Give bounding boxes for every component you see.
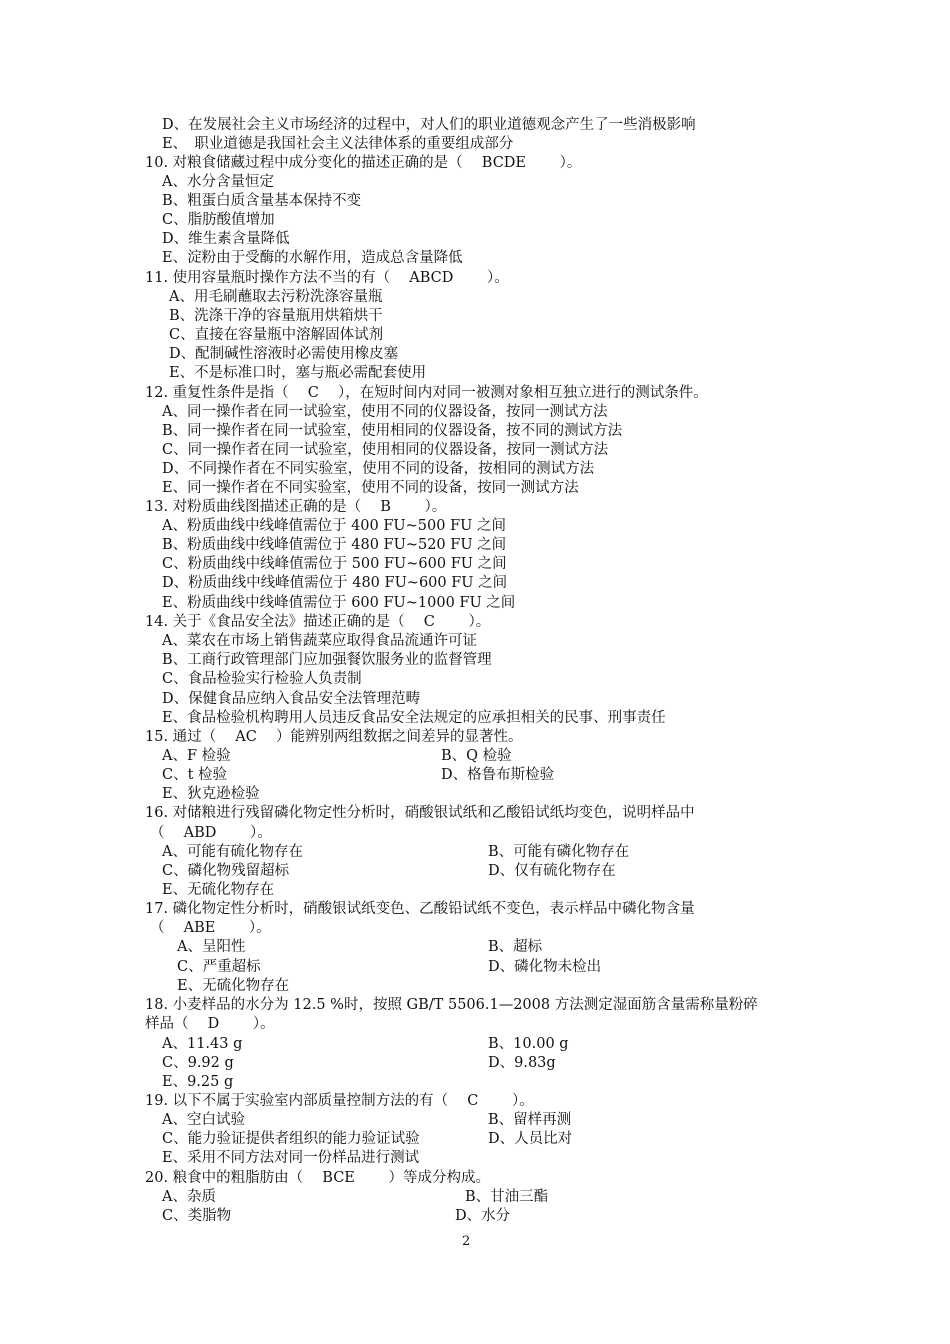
text-line: C、粉质曲线中线峰值需位于 500 FU~600 FU 之间 [162, 556, 507, 572]
text-line: A、粉质曲线中线峰值需位于 400 FU~500 FU 之间 [162, 518, 506, 534]
text-line: （ ABE ）。 [150, 920, 271, 936]
text-line: C、直接在容量瓶中溶解固体试剂 [169, 327, 384, 343]
text-line: C、能力验证提供者组织的能力验证试验 [162, 1131, 420, 1147]
text-line: D、水分 [455, 1208, 511, 1224]
text-line: C、t 检验 [162, 767, 228, 783]
text-line: A、可能有硫化物存在 [162, 844, 303, 860]
text-line: D、配制碱性溶液时必需使用橡皮塞 [169, 346, 399, 362]
page-number: 2 [462, 1234, 471, 1249]
text-line: B、工商行政管理部门应加强餐饮服务业的监督管理 [162, 652, 492, 668]
text-line: A、水分含量恒定 [162, 174, 274, 190]
text-line: B、超标 [488, 939, 543, 955]
text-line: E、无硫化物存在 [162, 882, 275, 898]
text-line: 12. 重复性条件是指（ C ），在短时间内对同一被测对象相互独立进行的测试条件。 [145, 385, 708, 401]
text-line: C、严重超标 [177, 959, 261, 975]
text-line: E、无硫化物存在 [177, 978, 290, 994]
text-line: 16. 对储粮进行残留磷化物定性分析时，硝酸银试纸和乙酸铅试纸均变色，说明样品中 [145, 805, 695, 821]
text-line: （ ABD ）。 [150, 825, 272, 841]
text-line: 13. 对粉质曲线图描述正确的是（ B ）。 [145, 499, 447, 515]
text-line: A、菜农在市场上销售蔬菜应取得食品流通许可证 [162, 633, 477, 649]
text-line: C、食品检验实行检验人负责制 [162, 671, 362, 687]
text-line: A、用毛刷蘸取去污粉洗涤容量瓶 [169, 289, 383, 305]
text-line: A、同一操作者在同一试验室，使用不同的仪器设备，按同一测试方法 [162, 404, 608, 420]
text-line: B、10.00 g [488, 1036, 569, 1052]
text-line: B、粗蛋白质含量基本保持不变 [162, 193, 362, 209]
text-line: B、甘油三酯 [465, 1189, 549, 1205]
text-line: 18. 小麦样品的水分为 12.5 %时，按照 GB/T 5506.1—2008 方法测定湿面筋含量需称量粉碎 [145, 997, 758, 1013]
text-line: B、Q 检验 [441, 748, 512, 764]
text-line: 样品（ D ）。 [145, 1016, 275, 1032]
text-line: A、杂质 [162, 1189, 216, 1205]
text-line: D、在发展社会主义市场经济的过程中，对人们的职业道德观念产生了一些消极影响 [162, 117, 696, 133]
text-line: C、磷化物残留超标 [162, 863, 290, 879]
text-line: C、同一操作者在同一试验室，使用相同的仪器设备，按同一测试方法 [162, 442, 609, 458]
text-line: E、狄克逊检验 [162, 786, 260, 802]
text-line: A、空白试验 [162, 1112, 245, 1128]
text-line: D、格鲁布斯检验 [441, 767, 555, 783]
text-line: 19. 以下不属于实验室内部质量控制方法的有（ C ）。 [145, 1093, 534, 1109]
text-line: D、人员比对 [488, 1131, 573, 1147]
text-line: E、粉质曲线中线峰值需位于 600 FU~1000 FU 之间 [162, 595, 516, 611]
text-line: B、粉质曲线中线峰值需位于 480 FU~520 FU 之间 [162, 537, 507, 553]
text-line: D、仅有硫化物存在 [488, 863, 616, 879]
text-line: E、 职业道德是我国社会主义法律体系的重要组成部分 [162, 136, 514, 152]
text-line: B、留样再测 [488, 1112, 572, 1128]
text-line: E、9.25 g [162, 1074, 234, 1090]
text-line: B、洗涤干净的容量瓶用烘箱烘干 [169, 308, 383, 324]
text-line: D、不同操作者在不同实验室，使用不同的设备，按相同的测试方法 [162, 461, 595, 477]
text-line: A、F 检验 [162, 748, 231, 764]
text-line: 20. 粮食中的粗脂肪由（ BCE ）等成分构成。 [145, 1170, 490, 1186]
text-line: D、维生素含量降低 [162, 231, 290, 247]
text-line: E、同一操作者在不同实验室，使用不同的设备，按同一测试方法 [162, 480, 579, 496]
text-line: E、不是标准口时，塞与瓶必需配套使用 [169, 365, 427, 381]
text-line: A、11.43 g [162, 1036, 243, 1052]
text-line: B、同一操作者在同一试验室，使用相同的仪器设备，按不同的测试方法 [162, 423, 623, 439]
text-line: C、类脂物 [162, 1208, 232, 1224]
text-line: 14. 关于《食品安全法》描述正确的是（ C ）。 [145, 614, 491, 630]
text-line: C、脂肪酸值增加 [162, 212, 275, 228]
text-line: A、呈阳性 [177, 939, 246, 955]
text-line: 10. 对粮食储藏过程中成分变化的描述正确的是（ BCDE ）。 [145, 155, 582, 171]
text-line: D、9.83g [488, 1055, 556, 1071]
text-line: E、采用不同方法对同一份样品进行测试 [162, 1150, 420, 1166]
text-line: E、淀粉由于受酶的水解作用，造成总含量降低 [162, 250, 463, 266]
text-line: E、食品检验机构聘用人员违反食品安全法规定的应承担相关的民事、刑事责任 [162, 710, 666, 726]
text-line: B、可能有磷化物存在 [488, 844, 630, 860]
text-line: D、保健食品应纳入食品安全法管理范畴 [162, 691, 421, 707]
text-line: 11. 使用容量瓶时操作方法不当的有（ ABCD ）。 [145, 270, 509, 286]
text-line: C、9.92 g [162, 1055, 234, 1071]
text-line: 15. 通过（ AC ）能辨别两组数据之间差异的显著性。 [145, 729, 523, 745]
text-line: D、磷化物未检出 [488, 959, 602, 975]
text-line: D、粉质曲线中线峰值需位于 480 FU~600 FU 之间 [162, 575, 508, 591]
text-line: 17. 磷化物定性分析时，硝酸银试纸变色、乙酸铅试纸不变色，表示样品中磷化物含量 [145, 901, 695, 917]
